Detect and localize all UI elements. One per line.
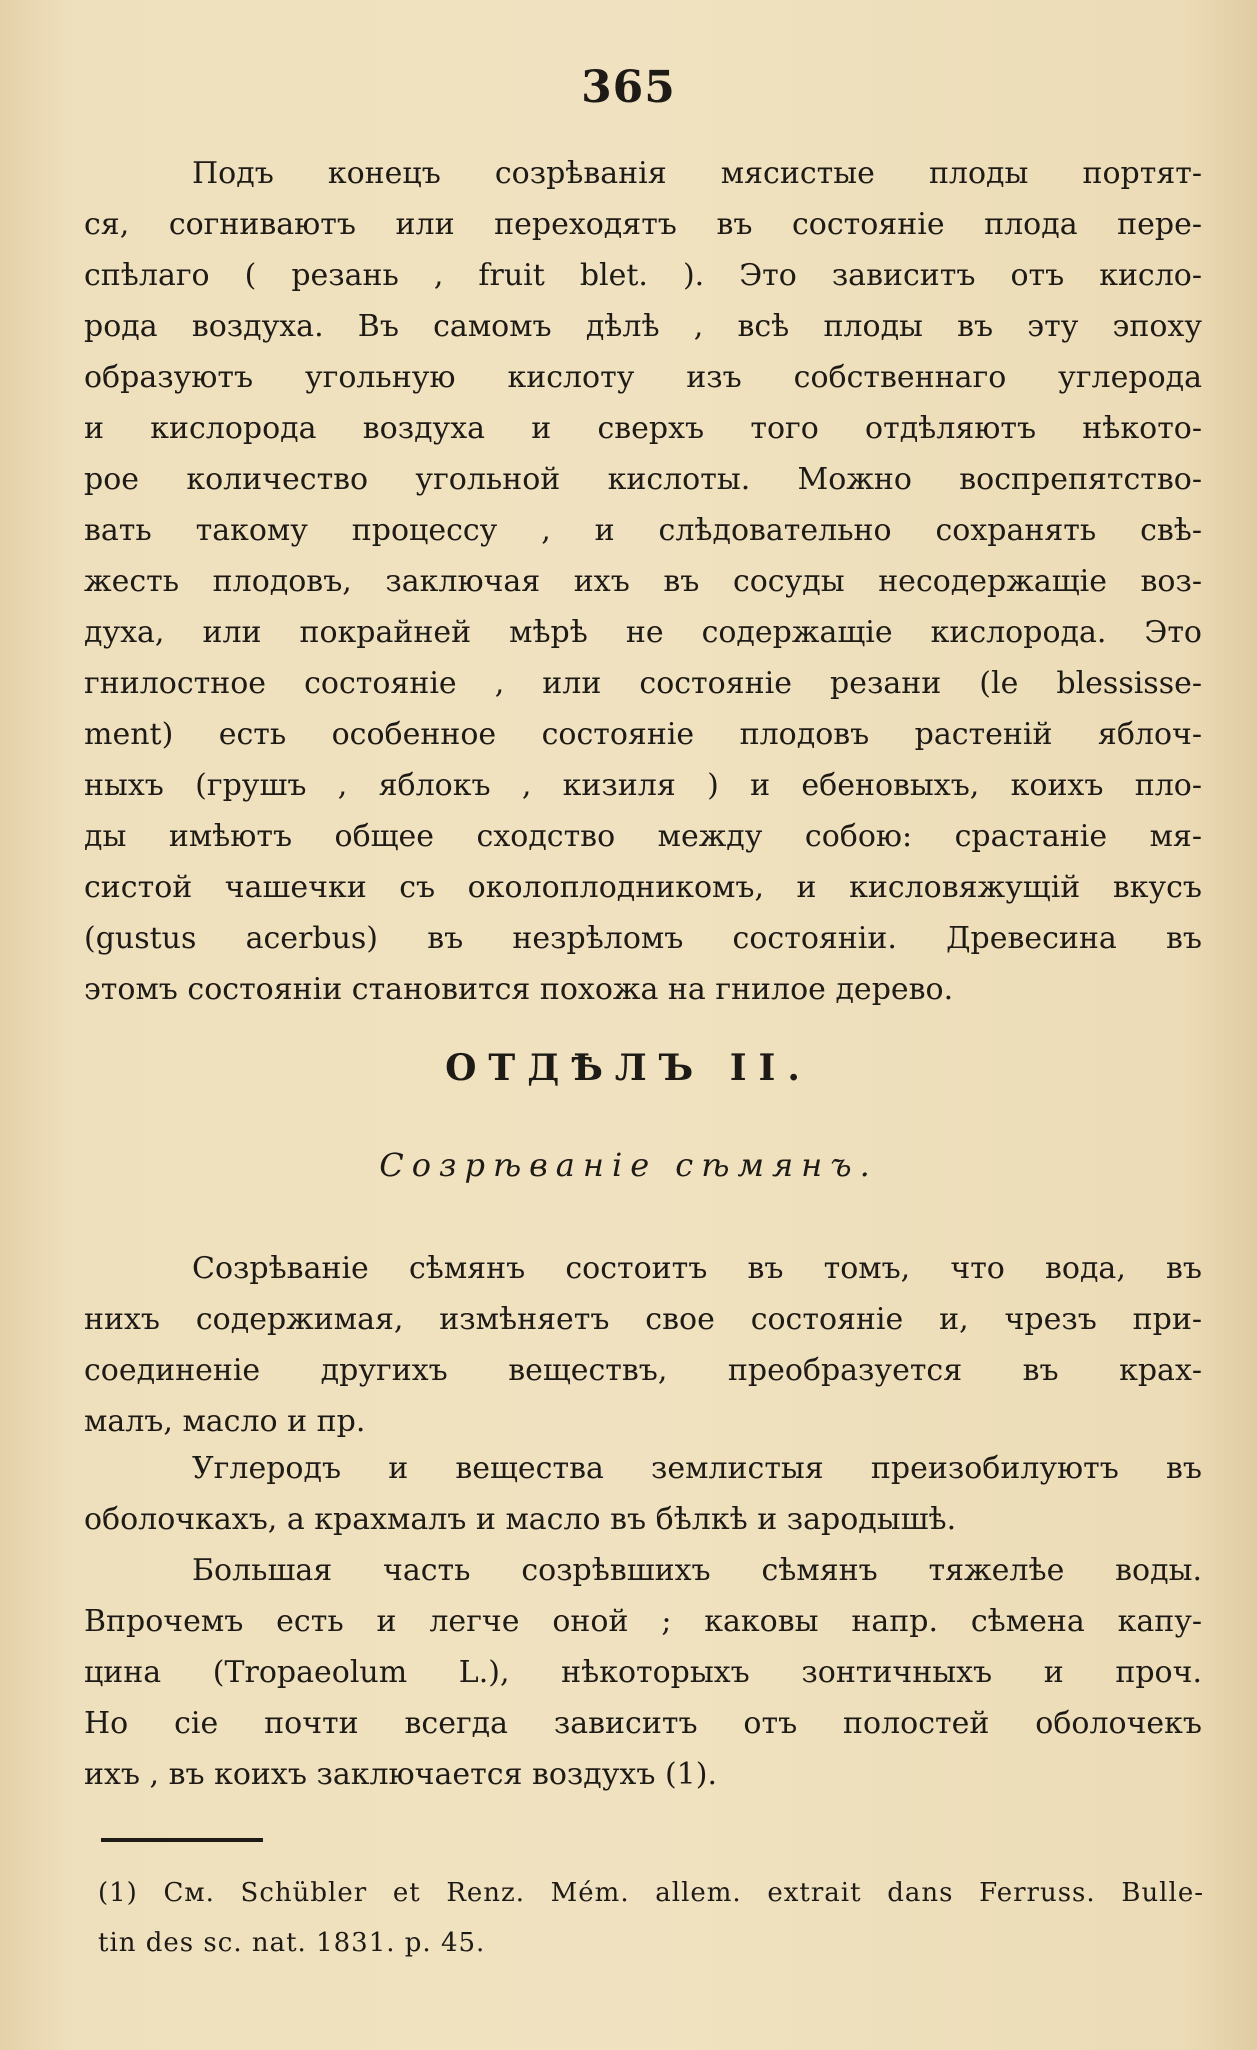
paragraph-seed-ripening bbox=[84, 1243, 1202, 1447]
paragraph-seed-weight bbox=[84, 1545, 1202, 1800]
text-line: оболочкахъ, а крахмалъ и масло въ бѣлкѣ и зародышѣ. bbox=[84, 1502, 957, 1537]
text-line: спѣлаго ( резань , fruit blet. ). Это зависитъ отъ кисло- bbox=[84, 258, 1202, 293]
footnote-divider bbox=[101, 1838, 263, 1842]
paragraph-fruit-overripening bbox=[84, 148, 1202, 1015]
text-line: жесть плодовъ, заключая ихъ въ сосуды несодержащіе воз- bbox=[84, 564, 1202, 599]
section-heading: ОТДѢЛЪ II. bbox=[445, 1047, 812, 1089]
text-line: нихъ содержимая, измѣняетъ свое состояніе и, чрезъ при- bbox=[84, 1302, 1202, 1337]
text-line: соединеніе другихъ веществъ, преобразуется въ крах- bbox=[84, 1353, 1202, 1388]
text-line: ды имѣютъ общее сходство между собою: срастаніе мя- bbox=[84, 819, 1202, 854]
text-line: малъ, масло и пр. bbox=[84, 1404, 366, 1439]
text-line: вать такому процессу , и слѣдовательно сохранять свѣ- bbox=[84, 513, 1202, 548]
text-line: систой чашечки съ околоплодникомъ, и кисловяжущій вкусъ bbox=[84, 870, 1202, 905]
text-line: ныхъ (грушъ , яблокъ , кизиля ) и ебеновыхъ, коихъ пло- bbox=[84, 768, 1202, 803]
text-line: Но сіе почти всегда зависитъ отъ полостей оболочекъ bbox=[84, 1706, 1202, 1741]
text-line: Созрѣваніе сѣмянъ состоитъ въ томъ, что вода, въ bbox=[192, 1251, 1202, 1286]
text-line: Углеродъ и вещества землистыя преизобилуютъ въ bbox=[192, 1451, 1202, 1486]
text-line: гнилостное состояніе , или состояніе резани (le blessisse- bbox=[84, 666, 1202, 701]
footnote-line: tin des sc. nat. 1831. p. 45. bbox=[98, 1928, 486, 1958]
text-line: ment) есть особенное состояніе плодовъ растеній яблоч- bbox=[84, 717, 1202, 752]
text-line: духа, или покрайней мѣрѣ не содержащіе кислорода. Это bbox=[84, 615, 1202, 650]
text-line: и кислорода воздуха и сверхъ того отдѣляютъ нѣкото- bbox=[84, 411, 1202, 446]
text-line: Подъ конецъ созрѣванія мясистые плоды портят- bbox=[192, 156, 1202, 191]
text-line: ихъ , въ коихъ заключается воздухъ (1). bbox=[84, 1757, 717, 1792]
text-line: (gustus acerbus) въ незрѣломъ состояніи. Древесина въ bbox=[84, 921, 1202, 956]
text-line: ся, согниваютъ или переходятъ въ состояніе плода пере- bbox=[84, 207, 1202, 242]
page-number: 365 bbox=[581, 62, 676, 113]
section-subheading: Созрѣваніе сѣмянъ. bbox=[379, 1146, 878, 1184]
text-line: рое количество угольной кислоты. Можно воспрепятство- bbox=[84, 462, 1202, 497]
text-line: цина (Tropaeolum L.), нѣкоторыхъ зонтичныхъ и проч. bbox=[84, 1655, 1202, 1690]
text-line: этомъ состояніи становится похожа на гнилое дерево. bbox=[84, 972, 954, 1007]
text-line: Большая часть созрѣвшихъ сѣмянъ тяжелѣе воды. bbox=[192, 1553, 1202, 1588]
text-line: рода воздуха. Въ самомъ дѣлѣ , всѣ плоды въ эту эпоху bbox=[84, 309, 1202, 344]
text-line: Впрочемъ есть и легче оной ; каковы напр. сѣмена капу- bbox=[84, 1604, 1202, 1639]
paragraph-carbon-earth bbox=[84, 1443, 1202, 1545]
footnote bbox=[98, 1868, 1204, 1968]
text-line: образуютъ угольную кислоту изъ собственнаго углерода bbox=[84, 360, 1202, 395]
footnote-line: (1) См. Schübler et Renz. Mém. allem. extrait dans Ferruss. Bulle- bbox=[98, 1878, 1204, 1908]
